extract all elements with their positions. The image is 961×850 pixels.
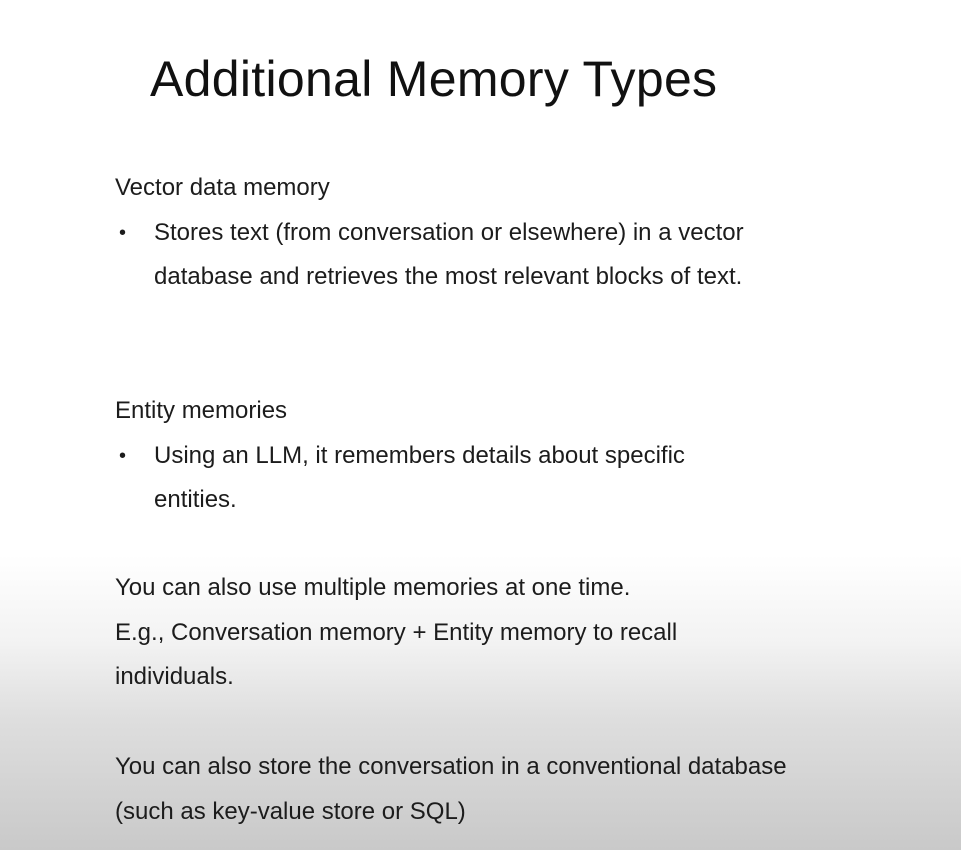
multiple-memories-paragraph [115, 566, 795, 700]
multiple-memories-example: E.g., Conversation memory + Entity memory to recall individuals. [115, 618, 678, 690]
slide-title: Additional Memory Types [150, 51, 718, 107]
bullet-point-icon: • [119, 221, 127, 244]
multiple-memories-line: You can also use multiple memories at one time. [115, 574, 631, 601]
entity-memory-heading: Entity memories [115, 397, 288, 424]
conventional-database-text: You can also store the conversation in a conventional database (such as key-value store or SQL) [115, 753, 787, 825]
vector-memory-heading: Vector data memory [115, 174, 330, 201]
vector-memory-description: Stores text (from conversation or elsewhere) in a vector database and retrieves the most relevant blocks of text. [154, 218, 744, 290]
bullet-point-icon: • [119, 444, 127, 467]
entity-memory-description: Using an LLM, it remembers details about specific entities. [154, 441, 685, 513]
vector-memory-bullet [115, 211, 774, 300]
entity-memory-bullet [115, 434, 774, 523]
conventional-database-paragraph [115, 745, 795, 834]
entity-memory-section [115, 389, 774, 523]
vector-memory-section [115, 166, 774, 300]
